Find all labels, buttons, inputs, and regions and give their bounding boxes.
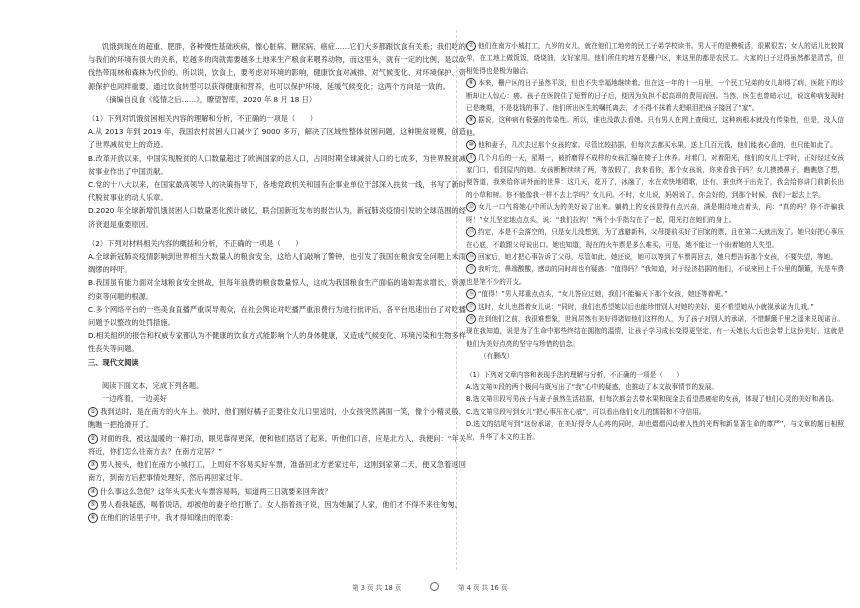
question-1-option-c: C.党的十八大以来，在国家最高领导人的决策指导下，各地党政机关和国有企事业单位干部深入扶贫一线，书写了新时代脱贫事业的动人乐章。 — [88, 180, 466, 203]
article-paragraph: ⑯ “值得！”男人郑重点点头，“女儿答应过她，我们不能骗天下那个女孩，她还等着呢。” — [466, 288, 844, 300]
article-paragraph: ② 对面的我，被这温暖的一幕打动，眼见靠得更深，便和他们搭话了起来。听他们口音，应是北方人，我便问：“年关将近，你们怎么往南方去？在南方定居？” — [88, 433, 466, 456]
article-paragraph: ① 我到达时，是在南方的火车上。彼时，他们刚好橘子正要往女儿口里送时，小女孩突然满面一笑，像个小精灵般，瞧瞧一把抢滑开了。 — [88, 407, 466, 430]
paragraph-number: ⑯ — [466, 289, 476, 299]
binding-hole-icon — [430, 582, 439, 591]
article-paragraph: ⑱ 在到他们之前，我很难想象，世间居然有美好得诸如他们这样的人，为了孩子对别人的承诺，不惜颠簸千里之遥来兑现诺言。现在我知道，说是为了生命中那些终结在拥抱的温情，让孩子学习成长变得更坚定，有一天她长大后也会带上这份美好，这就是他们为美好点亮的坚守与珍惜的信念。 — [466, 314, 844, 348]
paragraph-number: ⑭ — [466, 252, 476, 262]
paragraph-number: ⑩ — [466, 140, 476, 150]
right-column — [466, 40, 844, 443]
section-heading: 三、现代文阅读 — [88, 357, 139, 367]
article-paragraph: ⑥ 在他们的话里子中，我才得知缘由的原委： — [88, 511, 466, 524]
left-column — [88, 40, 466, 524]
question-2-option-c: C.多个网络平台的一些美食直播严重误导观众，在社会舆论对吃播严重浪费行为进行批评后，各平台迅速出台了对吃播问题予以整改的处罚措施。 — [88, 304, 466, 328]
paragraph-number: ⑰ — [466, 302, 476, 312]
source-note: （摘编自良食《疫情之后……》，瞭望智库，2020 年 8 月 18 日） — [102, 94, 317, 104]
paragraph-number: ⑦ — [466, 41, 476, 51]
paragraph-number: ⑬ — [466, 227, 476, 237]
paragraph-number: ② — [88, 434, 98, 444]
paragraph-number: ⑤ — [88, 500, 98, 510]
paragraph-number: ⑨ — [466, 115, 476, 125]
article-paragraph: ④ 什么事这么急促？这年头买张火车票容易吗，知道两三日就要来回奔波？ — [88, 485, 466, 498]
question-1-option-c: C.选文第⑫段写到女儿“把心事压在心底”，可以看出他们女儿的懦弱和不守信用。 — [466, 407, 706, 416]
question-1-option-b: B.选文第⑪段写男孩子与妻子虽然生活拮据，但每次都会去带水果和现金去看望患癌症的女孩，体现了他们心灵的美好和善良。 — [466, 395, 839, 404]
article-paragraph: ⑨ 据说，这种病有极强的传染性。所以，谁也没敢去看她。只有男人在网上查阅过，这种病根本就没有传染性，但是，没人信他。 — [466, 116, 844, 137]
paragraph-number: ⑮ — [466, 264, 476, 274]
article-paragraph: ⑰ 这时，女儿也指着女儿说：“同时，我们也希望她以后也能珍惜别人对她的美好，更不希望她从小就视承诺为儿戏。” — [466, 301, 844, 313]
paragraph-number: ⑫ — [466, 202, 476, 212]
article-paragraph: ⑩ 他和妻子，几次去过那个女孩的家。尽管比较拮据，但每次去都买水果，送上几百元钱，他们能表心意的，也只能如此了。 — [466, 139, 844, 151]
article-paragraph: ⑫ 女儿一口气将她心中所认为的美好说了出来。躺椅上的女孩显得有点兴奋，满是期待地点着头，问：“真的吗？你不许骗我呀！”女儿坚定地点点头，说：“我们拉钩！”两个小手指勾在了一起，阳光打在她们的身上。 — [466, 203, 844, 224]
intro-paragraph: 饥饿到现在的超重、肥胖，各种慢性基础疾病，像心脏病、糖尿病、癌症……它们大多都跟饮食有关系；我们吃的与我们的环境有很大的关系，吃越多的肉就需要越多土地来生产粮食来喂养动物，而这里头，就有一定的比例，是以砍伐热带雨林和森林为代价的。所以说，饮食上，要考虑对环境的影响，健康饮食对减排、对气候变化、对环境保护、资源保护也同样重要，通过饮食转型可以获得健康和营养，也可以保护环境，延缓气候变化；这两个方向是一致的。 — [88, 42, 466, 91]
question-1-option-b: B.改革开放以来，中国实现脱贫的人口数量超过了欧洲国家的总人口，占同时期全球减贫人口的七成多，为世界脱贫减贫事业作出了中国贡献。 — [88, 153, 466, 176]
question-1-option-a: A.从 2013 年到 2019 年，我国农村贫困人口减少了 9000 多万，解决了区域性整体贫困问题，这种脱贫规模，创造了世界减贫史上的奇迹。 — [88, 127, 466, 150]
question-1-option-d: D.2020 年全球新增饥饿贫困人口数量恶化预计破亿，联合国新近发布的报告认为，新冠肺炎疫情引发的全球范围的经济衰退是重要原因。 — [88, 206, 466, 229]
right-page-number: 第 4 页 共 16 页 — [458, 584, 508, 592]
paragraph-number: ① — [88, 407, 98, 417]
question-1-option-d: D.选文的结尾写到“这份承诺，在美好得令人心疼的同时，却也熠熠闪动着人性的光辉和新显著生命的尊严”，与文章的题目相照应，升华了本文的主旨。 — [466, 420, 844, 441]
article-paragraph: ⑪ 几个月后的一天，星期一，被折磨得不成样的女孩汇编在椅子上休养。对着门，对着阳光，他们的女儿上学时，正好经过女孩家门口，看到屋内的她。女孩断断续续了两，等放假了，我来看你，那个女孩说，你来看我干吗？女儿摸摸鼻子，瞧瞧您了想，便答道，我来给你讲外面的世界：这几天，花开了，冰融了，水在欢快地唱歌，还有，蚕虫终于出壳了，我会给你讲门前新长出的小草和树。你不能像我一样不去上学吗？女儿问。不时，女儿说，妈妈说了，你会好的，到那个时候，我们一起去上学。 — [466, 153, 844, 199]
question-1-stem: （1）下列对饥饿贫困相关内容的理解和分析，不正确的一项是（ ） — [88, 114, 317, 124]
article-paragraph: ⑧ 本来，栅户区的日子虽然平淡，但也不失幸福地继续着。但在这一年的十一月里，一个民工兄弟的女儿却得了病，医院下的诊断却让人惊心：癌。孩子在医院住了短暂的日子后，便因为负担不起高昂的费用而回。当然，医生也曾暗示过，说这种病发现时已是晚期，不是花钱的事了。他们所出医生的嘱托离去，才不得不抹着大把眼泪把孩子接回了“家”。 — [466, 79, 844, 113]
paragraph-number: ⑱ — [466, 314, 476, 324]
paragraph-number: ⑥ — [88, 513, 98, 523]
article-paragraph: ⑦ 他们在南方小城打工，九岁的女儿，就在他们工地旁的民工子弟学校读书。男人干的是模板活，很累很苦；女人的话儿比较简单，在工地上做饭饭，烧烧油，支好家用。他们所住的地方是栅户区，来这里的都是农民工。大家的日子过得虽然都是清苦，但相处得也是极为融洽。 — [466, 42, 844, 75]
reading-instruction: 阅读下面文本，完成下列各题。 — [102, 380, 204, 390]
paragraph-number: ⑧ — [466, 78, 476, 88]
question-2-option-a: A.全球新冠肺炎疫情影响到世界相当大数量人的粮食安全，这给人们敲响了警钟，也引发了我国在粮食安全问题上未雨绸缪的呼吁。 — [88, 252, 466, 275]
article-paragraph: ③ 男人接头，他们在南方小城打工，上周好不容易买好车票，准备回北方老家过年，这刚到家第二天，便又急着返回南方，到南方后把事情处理好，然后再回家过年。 — [88, 460, 466, 483]
article-title: 一边疼着，一边美好 — [102, 394, 168, 404]
paragraph-number: ④ — [88, 487, 98, 497]
left-page-number: 第 3 页 共 18 页 — [352, 584, 402, 592]
article-paragraph: ⑤ 男人看我疑惑，喝着说话，却被他的妻子给打断了。女人指着孩子说，因为她漏了人家，他们才不得不来往匆匆。 — [88, 498, 466, 511]
paragraph-number: ③ — [88, 460, 98, 470]
source-note: （有删改） — [480, 352, 514, 361]
article-paragraph: ⑭ 回家后，她才把心事告诉了父母，尽管如此，她还说，她可以等到了车票再回去，她只想告诉那个女孩，不要失望，等她。 — [466, 251, 844, 263]
article-paragraph: ⑬ 约定，本是不会落空的，只是女儿没想到，为了逃避新科，父母提前买好了回家的票，且在第二天就出发了。她只好把心事压在心底，不敢跟父母说出口。她也知道，现在的火车票是多么难买，可是，她不能让一个盼着她的人失望。 — [466, 228, 844, 249]
question-2-option-d: D.相关组织的报告和权威专家都认为不健康的饮食方式能影响个人的身体健康，又造成气候变化、环境污染和生物多样性丧失等问题。 — [88, 331, 466, 354]
question-1-stem: （1）下列对文章内容和表现手法的理解与分析，不正确的一项是（ ） — [466, 370, 683, 379]
paragraph-number: ⑪ — [466, 153, 476, 163]
question-2-option-b: B.我国虽有能力面对全球粮食安全挑战，但每年浪费的粮食数量惊人，这成为我国粮食生产面临的诸如需求增长、资源约束等问题的根源。 — [88, 278, 466, 301]
question-1-option-a: A.选文第①段的两个极问与既写出了“我”心中的疑惑，也推动了本文故事情节的发展。 — [466, 382, 719, 391]
article-paragraph: ⑮ 我听完，鼻端酸酸，感动的同时却也有疑惑：“值得吗？”我知道，对于经济拮据的他们，不说来回上千公里的颠簸，光是车费也是笔不少的开支。 — [466, 265, 844, 286]
question-2-stem: （2）下列对材料相关内容的概括和分析，不正确的一项是（ ） — [88, 238, 303, 248]
